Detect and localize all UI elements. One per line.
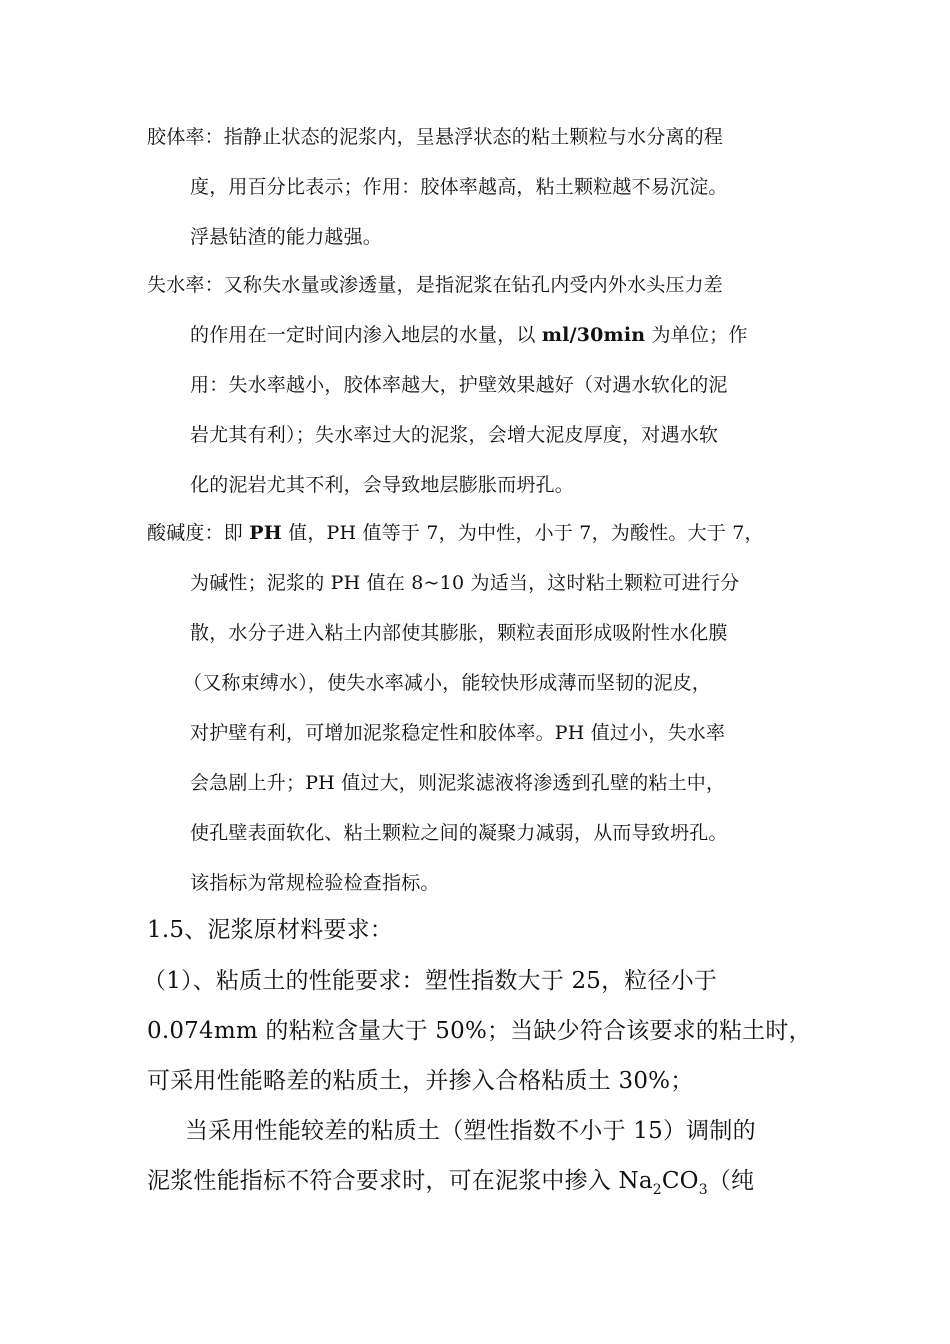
ph-line-8: 该指标为常规检验检查指标。: [190, 872, 440, 894]
water-loss-line-1: 失水率：又称失水量或渗透量，是指泥浆在钻孔内受内外水头压力差: [147, 274, 724, 296]
clay-line-1: （1）、粘质土的性能要求：塑性指数大于 25，粒径小于: [143, 968, 718, 994]
ph-text-a: 酸碱度：即: [147, 522, 250, 544]
water-loss-text-c: 为单位；作: [645, 324, 748, 346]
subscript-2: 2: [652, 1182, 662, 1198]
poor-clay-text-b: CO: [661, 1168, 699, 1194]
ph-bold: PH: [249, 522, 282, 544]
water-loss-unit: ml/30min: [541, 324, 646, 346]
ph-line-5: 对护壁有利，可增加泥浆稳定性和胶体率。PH 值过小，失水率: [190, 722, 726, 744]
colloid-rate-line-1: 胶体率：指静止状态的泥浆内，呈悬浮状态的粘土颗粒与水分离的程: [147, 126, 724, 148]
ph-line-6: 会急剧上升；PH 值过大，则泥浆滤液将渗透到孔壁的粘土中，: [190, 772, 726, 794]
poor-clay-line-1: 当采用性能较差的粘质土（塑性指数不小于 15）调制的: [185, 1118, 756, 1144]
water-loss-line-2: [190, 323, 748, 347]
colloid-rate-line-3: 浮悬钻渣的能力越强。: [190, 226, 383, 248]
water-loss-text-a: 的作用在一定时间内渗入地层的水量，以: [190, 324, 542, 346]
ph-line-4: （又称束缚水），使失水率减小，能较快形成薄而坚韧的泥皮，: [183, 672, 712, 694]
water-loss-line-3: 用：失水率越小，胶体率越大，护壁效果越好（对遇水软化的泥: [190, 374, 728, 396]
poor-clay-line-2: [147, 1166, 754, 1196]
ph-line-3: 散，水分子进入粘土内部使其膨胀，颗粒表面形成吸附性水化膜: [190, 622, 728, 644]
clay-line-2: 0.074mm 的粘粒含量大于 50%；当缺少符合该要求的粘土时，: [147, 1018, 812, 1044]
clay-line-3: 可采用性能略差的粘质土，并掺入合格粘质土 30%；: [147, 1068, 694, 1094]
water-loss-line-5: 化的泥岩尤其不利，会导致地层膨胀而坍孔。: [190, 474, 575, 496]
poor-clay-text-c: （纯: [707, 1168, 755, 1194]
ph-line-7: 使孔壁表面软化、粘土颗粒之间的凝聚力减弱，从而导致坍孔。: [190, 822, 728, 844]
section-heading: 1.5、泥浆原材料要求：: [147, 917, 393, 943]
ph-line-1: [147, 521, 764, 545]
water-loss-line-4: 岩尤其有利）；失水率过大的泥浆，会增大泥皮厚度，对遇水软: [190, 424, 719, 446]
poor-clay-text-a: 泥浆性能指标不符合要求时，可在泥浆中掺入 Na: [147, 1168, 653, 1194]
ph-text-c: 值，PH 值等于 7，为中性，小于 7，为酸性。大于 7，: [281, 522, 764, 544]
ph-line-2: 为碱性；泥浆的 PH 值在 8~10 为适当，这时粘土颗粒可进行分: [190, 572, 740, 594]
colloid-rate-line-2: 度，用百分比表示；作用：胶体率越高，粘土颗粒越不易沉淀。: [190, 176, 728, 198]
subscript-3: 3: [698, 1182, 708, 1198]
